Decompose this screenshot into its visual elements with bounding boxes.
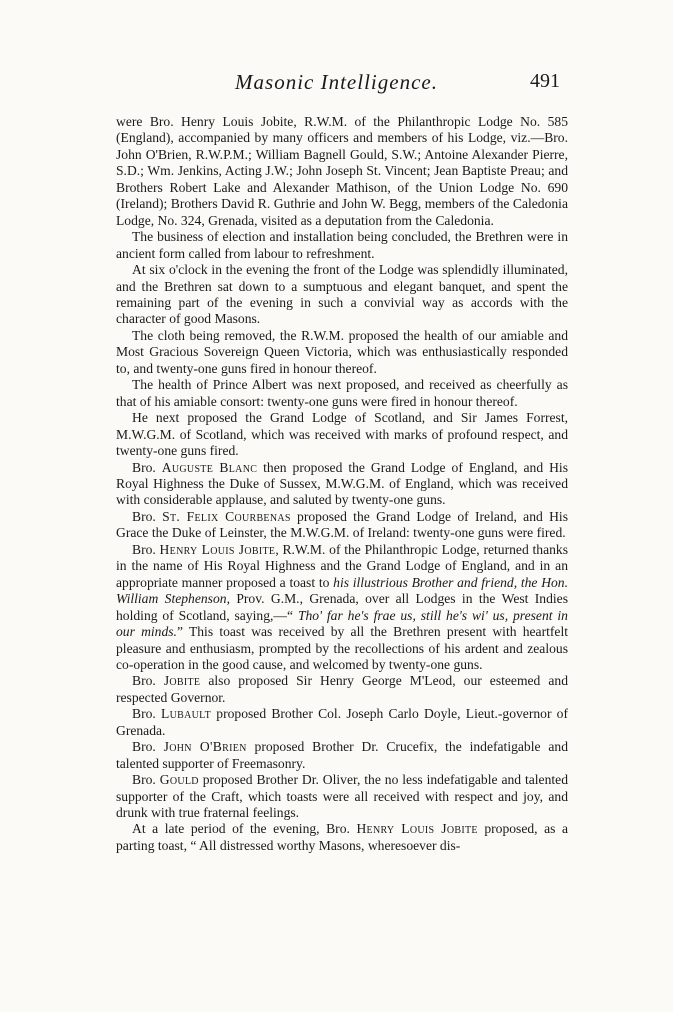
paragraph-9 <box>116 542 568 674</box>
paragraph-5 <box>116 377 568 410</box>
person-name: Henry Louis Jobite <box>159 541 276 557</box>
text-run: Bro. <box>132 541 160 557</box>
paragraph-7 <box>116 460 568 509</box>
text-run: proposed, as a parting toast, “ All distressed worthy Masons, wheresoever dis- <box>116 821 568 853</box>
text-run: were Bro. Henry Louis Jobite, R.W.M. of the Philanthropic Lodge No. 585 (England), accompanied by many officers and members of his Lodge, viz.—Bro. John O'Brien, R.W.P.M.; William Bagnell Gould, S.W.; Antoine Alexander Pierre, S.D.; Wm. Jenkins, Acting J.W.; John Joseph St. Vincent; Jean Baptiste Preau; and Brothers Robert Lake and Alexander Mathison, of the Union Lodge No. 690 (Ireland); Brothers David R. Guthrie and John W. Begg, members of the Caledonia Lodge, No. 324, Grenada, visited as a deputation from the Caledonia. <box>116 114 568 228</box>
text-run: Bro. <box>132 706 162 722</box>
person-name: Gould <box>159 772 199 788</box>
text-run: Bro. <box>132 459 162 475</box>
body-text <box>116 114 568 854</box>
text-run: The health of Prince Albert was next proposed, and received as cheerfully as that of his amiable consort: twenty-one guns were fired in honour thereof. <box>116 377 568 409</box>
italic-text: his illustrious Brother and friend, the Hon. William Stephenson, <box>116 574 568 607</box>
paragraph-1 <box>116 114 568 229</box>
text-run: proposed Brother Col. Joseph Carlo Doyle, Lieut.-governor of Grenada. <box>116 706 569 738</box>
paragraph-13 <box>116 772 568 821</box>
text-run: At six o'clock in the evening the front of the Lodge was splendidly illuminated, and the Brethren sat down to a sumptuous and elegant banquet, and spent the remaining part of the evening in such a convivial way as accords with the character of good Masons. <box>116 262 568 327</box>
paragraph-6 <box>116 410 568 459</box>
text-run: The business of election and installation being concluded, the Brethren were in ancient form called from labour to refreshment. <box>116 229 568 261</box>
paragraph-4 <box>116 328 568 377</box>
text-run: Bro. <box>132 508 163 524</box>
paragraph-14 <box>116 821 568 854</box>
person-name: Lubault <box>161 706 212 722</box>
text-run: , R.W.M. of the Philanthropic Lodge, returned thanks in the name of His Royal Highness and the Grand Lodge of England, and in an appropriate manner proposed a toast to <box>116 541 568 590</box>
person-name: Jobite <box>163 673 201 689</box>
paragraph-3 <box>116 262 568 328</box>
text-run: The cloth being removed, the R.W.M. proposed the health of our amiable and Most Gracious Sovereign Queen Victoria, which was enthusiastically responded to, and twenty-one guns fired in honour thereof. <box>116 327 568 376</box>
text-run: At a late period of the evening, Bro. <box>132 821 357 837</box>
text-run: proposed the Grand Lodge of Ireland, and His Grace the Duke of Leinster, the M.W.G.M. of Ireland: twenty-one guns were fired. <box>116 508 568 541</box>
text-run: proposed Brother Dr. Oliver, the no less indefatigable and talented supporter of the Craft, which toasts were all received with respect and joy, and drunk with true fraternal feelings. <box>116 772 568 821</box>
text-run: Bro. <box>132 739 164 755</box>
paragraph-10 <box>116 673 568 706</box>
text-run: Bro. <box>132 772 160 788</box>
paragraph-8 <box>116 509 568 542</box>
text-run: He next proposed the Grand Lodge of Scotland, and Sir James Forrest, M.W.G.M. of Scotland, which was received with marks of profound respect, and twenty-one guns fired. <box>116 410 568 459</box>
page-header <box>0 70 673 100</box>
paragraph-12 <box>116 739 568 772</box>
person-name: John O'Brien <box>163 739 247 755</box>
text-run: ” This toast was received by all the Brethren present with heartfelt pleasure and enthusiasm, prompted by the recollections of his ardent and zealous co-operation in the good cause, and welcomed by twenty-one guns. <box>116 624 568 672</box>
person-name: Auguste Blanc <box>161 459 258 475</box>
text-run: Bro. <box>132 673 164 689</box>
text-run: then proposed the Grand Lodge of England, and His Royal Highness the Duke of Sussex, M.W.G.M. of England, which was received with considerable applause, and saluted by twenty-one guns. <box>116 459 568 508</box>
text-run: proposed Brother Dr. Crucefix, the indefatigable and talented supporter of Freemasonry. <box>116 739 569 771</box>
person-name: Henry Louis Jobite <box>356 821 478 837</box>
page-number: 491 <box>530 70 560 92</box>
text-run: also proposed Sir Henry George M'Leod, our esteemed and respected Governor. <box>116 673 568 705</box>
text-run: Prov. G.M., Grenada, over all Lodges in the West Indies holding of Scotland, saying,—“ <box>116 591 568 623</box>
running-title: Masonic Intelligence. <box>235 70 438 94</box>
paragraph-2 <box>116 229 568 262</box>
paragraph-11 <box>116 706 568 739</box>
italic-text: Tho' far he's frae us, still he's wi' us, present in our minds. <box>116 607 568 640</box>
person-name: St. Felix Courbenas <box>162 508 291 524</box>
